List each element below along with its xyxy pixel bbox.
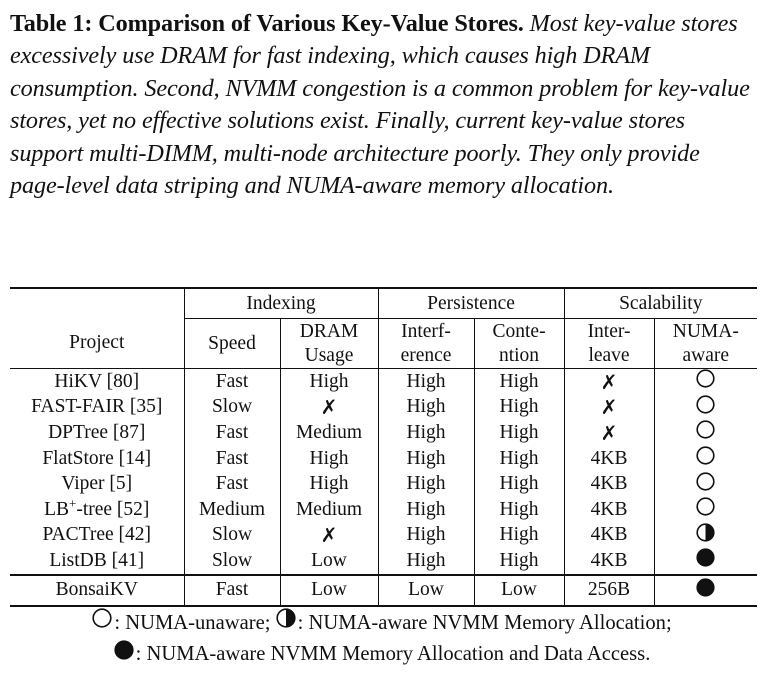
cell-interleave: 4KB: [564, 548, 654, 575]
legend-line-1: : NUMA-unaware; : NUMA-aware NVMM Memory Allocation;: [0, 608, 764, 639]
table-row: [10, 548, 757, 575]
comparison-table: [10, 287, 757, 607]
cell-interference: High: [378, 497, 474, 523]
cell-numa: [654, 446, 757, 472]
cell-numa: [654, 523, 757, 549]
cell-dram: Low: [280, 548, 378, 575]
caption-text: Most key-value stores excessively use DRAM for fast indexing, which causes high DRAM consumption. Second, NVMM congestion is a common problem for key-value stores, yet no effective solutions exist. Finally, current key-value stores support multi-DIMM, multi-node architecture poorly. They only provide page-level data striping and NUMA-aware memory allocation.: [10, 10, 750, 200]
empty-circle-icon: [696, 369, 715, 394]
cross-icon: ✗: [564, 395, 654, 421]
cell-interleave: 4KB: [564, 471, 654, 497]
cell-project: PACTree [42]: [10, 523, 184, 549]
cell-numa: [654, 420, 757, 446]
header-project: Project: [10, 319, 184, 369]
cell-interleave: 4KB: [564, 523, 654, 549]
cell-project: HiKV [80]: [10, 369, 184, 395]
cell-interleave: 4KB: [564, 446, 654, 472]
cell-contention: High: [474, 395, 564, 421]
cell-project: FAST-FAIR [35]: [10, 395, 184, 421]
cell-speed: Fast: [184, 446, 280, 472]
empty-circle-icon: [696, 395, 715, 420]
filled-circle-icon: [114, 639, 134, 669]
cell-numa: [654, 369, 757, 395]
legend-line-2: : NUMA-aware NVMM Memory Allocation and Data Access.: [0, 639, 764, 670]
cell-dram: High: [280, 471, 378, 497]
header-numa-aware: NUMA- aware: [654, 319, 757, 369]
empty-circle-icon: [696, 446, 715, 471]
cell-project: ListDB [41]: [10, 548, 184, 575]
cell-dram: High: [280, 446, 378, 472]
cell-interleave: 4KB: [564, 497, 654, 523]
header-dram-usage: DRAM Usage: [280, 319, 378, 369]
group-blank: [10, 288, 184, 319]
table-row: [10, 497, 757, 523]
cell-speed: Slow: [184, 548, 280, 575]
cell-project: LB+-tree [52]: [10, 497, 184, 523]
table-legend: [0, 608, 764, 671]
cell-interference: High: [378, 446, 474, 472]
cell-speed: Fast: [184, 420, 280, 446]
cell-interference: High: [378, 369, 474, 395]
cell-contention: High: [474, 420, 564, 446]
half-circle-icon: [276, 607, 296, 637]
table-row: [10, 395, 757, 421]
cell-dram: Low: [280, 575, 378, 606]
cell-contention: High: [474, 446, 564, 472]
cell-numa: [654, 575, 757, 606]
cell-dram: Medium: [280, 497, 378, 523]
cell-contention: High: [474, 497, 564, 523]
cell-dram: High: [280, 369, 378, 395]
table-row: [10, 420, 757, 446]
cell-interference: High: [378, 548, 474, 575]
cell-project: DPTree [87]: [10, 420, 184, 446]
cell-contention: High: [474, 369, 564, 395]
header-speed: Speed: [184, 319, 280, 369]
empty-circle-icon: [696, 420, 715, 445]
table-row: [10, 471, 757, 497]
cell-interference: High: [378, 471, 474, 497]
cross-icon: ✗: [564, 369, 654, 395]
half-circle-icon: [696, 523, 715, 548]
header-interleave: Inter- leave: [564, 319, 654, 369]
table-row: [10, 369, 757, 395]
group-scalability: Scalability: [564, 288, 757, 319]
cell-numa: [654, 471, 757, 497]
cell-speed: Slow: [184, 523, 280, 549]
cell-project: FlatStore [14]: [10, 446, 184, 472]
cell-contention: High: [474, 548, 564, 575]
cell-speed: Fast: [184, 471, 280, 497]
cell-numa: [654, 395, 757, 421]
cell-contention: Low: [474, 575, 564, 606]
cell-project: Viper [5]: [10, 471, 184, 497]
cell-speed: Medium: [184, 497, 280, 523]
cell-interference: High: [378, 395, 474, 421]
empty-circle-icon: [696, 497, 715, 522]
cell-interference: High: [378, 420, 474, 446]
cell-numa: [654, 497, 757, 523]
table-row: [10, 446, 757, 472]
cell-speed: Slow: [184, 395, 280, 421]
filled-circle-icon: [696, 548, 715, 573]
header-contention: Conte- ntion: [474, 319, 564, 369]
empty-circle-icon: [92, 607, 112, 637]
group-persistence: Persistence: [378, 288, 564, 319]
caption-label: Table 1: Comparison of Various Key-Value Stores.: [10, 10, 524, 37]
table-caption: [10, 8, 756, 202]
cell-interference: High: [378, 523, 474, 549]
cell-numa: [654, 548, 757, 575]
table-row: [10, 523, 757, 549]
cell-interference: Low: [378, 575, 474, 606]
table-row-bonsaikv: [10, 575, 757, 606]
cell-speed: Fast: [184, 575, 280, 606]
filled-circle-icon: [696, 578, 715, 603]
cross-icon: ✗: [564, 420, 654, 446]
cell-speed: Fast: [184, 369, 280, 395]
group-indexing: Indexing: [184, 288, 378, 319]
cross-icon: ✗: [280, 395, 378, 421]
cross-icon: ✗: [280, 523, 378, 549]
cell-project: BonsaiKV: [10, 575, 184, 606]
cell-contention: High: [474, 523, 564, 549]
header-interference: Interf- erence: [378, 319, 474, 369]
cell-dram: Medium: [280, 420, 378, 446]
cell-contention: High: [474, 471, 564, 497]
empty-circle-icon: [696, 472, 715, 497]
cell-interleave: 256B: [564, 575, 654, 606]
